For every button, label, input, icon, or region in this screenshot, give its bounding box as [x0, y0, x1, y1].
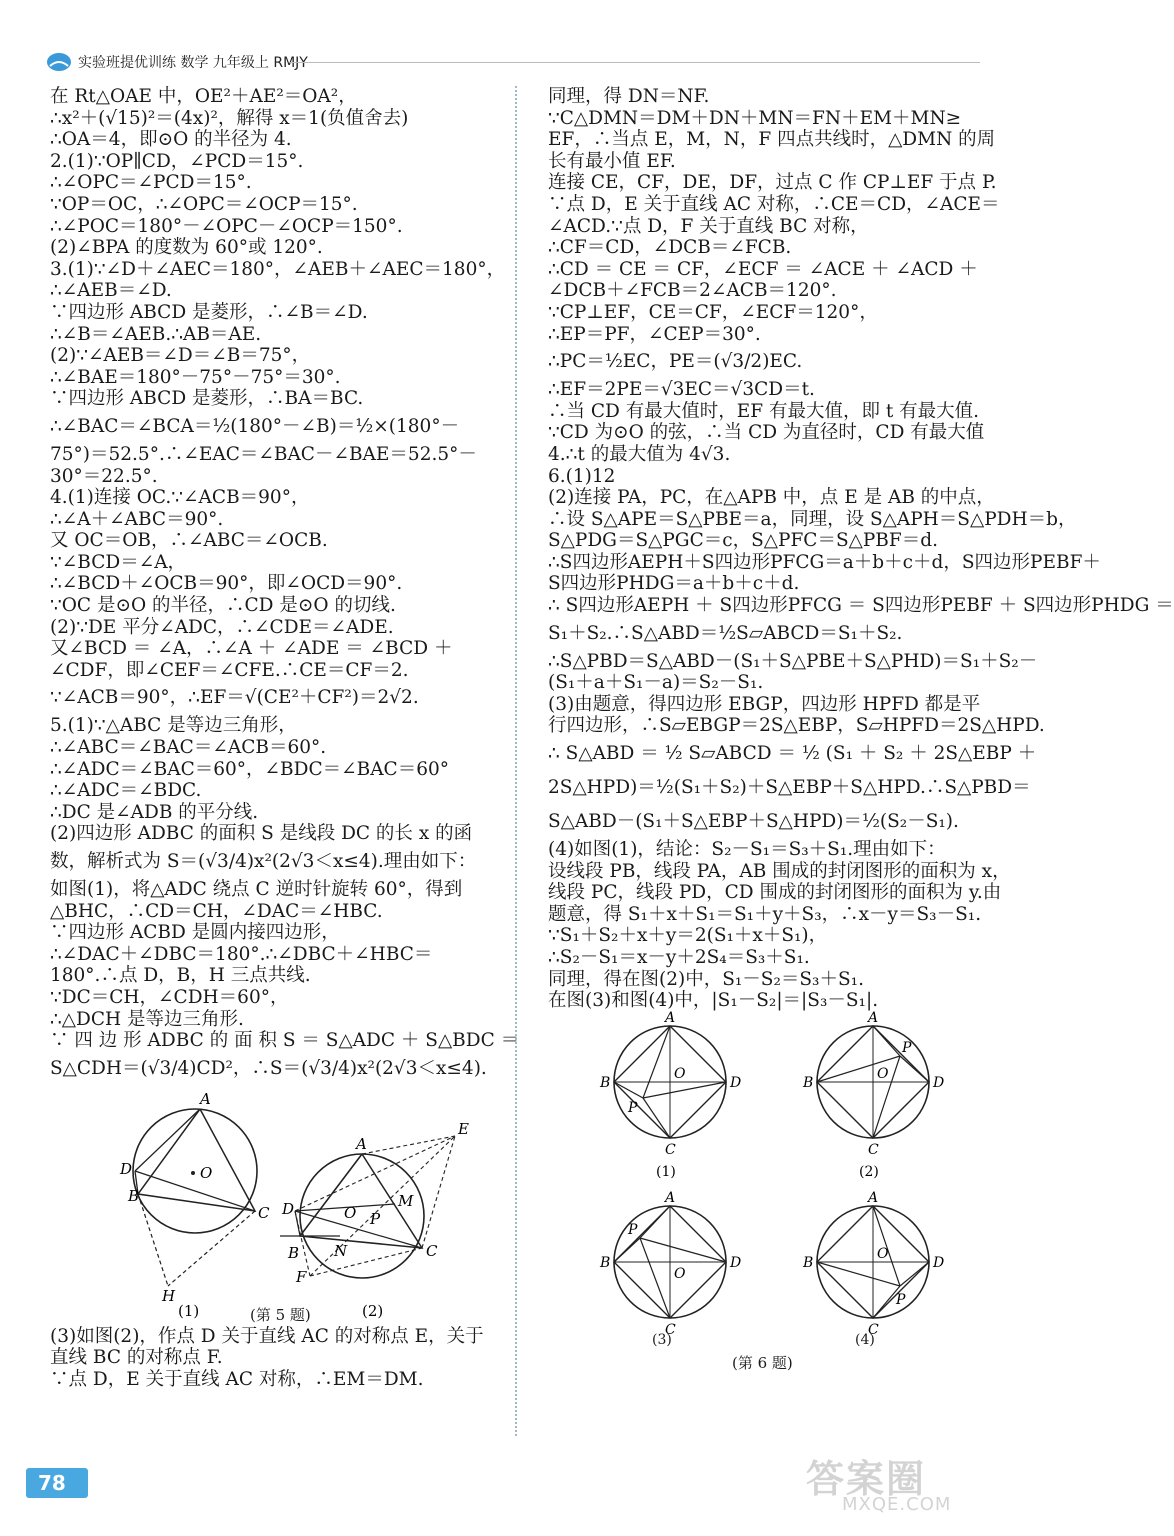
fig6-1-A: A	[665, 1009, 676, 1026]
fig5-1-label-H: H	[162, 1286, 176, 1305]
answer-line: ∴∠OPC＝∠PCD＝15°.	[50, 172, 252, 194]
fig5-2-label-N: N	[334, 1241, 348, 1260]
answer-line: ∵OC 是⊙O 的半径，∴CD 是⊙O 的切线.	[50, 595, 396, 617]
answer-line: ∴∠ADC＝∠BDC.	[50, 780, 202, 802]
answer-line: ∴∠BAE＝180°－75°－75°＝30°.	[50, 366, 341, 388]
fig6-3-P: P	[628, 1221, 638, 1238]
answer-line: ∴S四边形AEPH＋S四边形PFCG＝a＋b＋c＋d，S四边形PEBF＋	[548, 551, 1101, 573]
answer-line: S△PDG＝S△PGC＝c，S△PFC＝S△PBF＝d.	[548, 530, 938, 552]
fig5-sub1: (1)	[178, 1301, 200, 1320]
answer-line: ∴S₂－S₁＝x－y＋2S₄＝S₃＋S₁.	[548, 947, 810, 968]
answer-line: ∴∠AEB＝∠D.	[50, 280, 172, 302]
answer-line: ∵点 D，E 关于直线 AC 对称，∴EM＝DM.	[50, 1368, 424, 1390]
fig5-2-label-M: M	[398, 1191, 414, 1210]
book-logo-icon	[46, 50, 72, 72]
answer-line: 长有最小值 EF.	[548, 150, 676, 172]
fig6-4-C: C	[868, 1321, 879, 1338]
figure-q5	[50, 1086, 500, 1326]
answer-line: (2)∵∠AEB＝∠D＝∠B＝75°，	[50, 345, 311, 367]
answer-line: ∴DC 是∠ADB 的平分线.	[50, 801, 259, 823]
fig6-4-P: P	[896, 1291, 906, 1308]
fig5-2-label-P: P	[370, 1209, 381, 1228]
answer-line: ∵CD 为⊙O 的弦，∴当 CD 为直径时，CD 有最大值	[548, 422, 985, 444]
answer-line: S△ABD－(S₁＋S△EBP＋S△HPD)＝½(S₂－S₁).	[548, 811, 959, 833]
answer-line: ∴EF＝2PE＝√3EC＝√3CD＝t.	[548, 379, 815, 401]
answer-line-q6: 6.(1)12	[548, 465, 616, 487]
answer-line: 在 Rt△OAE 中，OE²＋AE²＝OA²，	[50, 86, 357, 107]
fig5-sub2: (2)	[362, 1301, 384, 1320]
answer-line-q4: 4.(1)连接 OC.∵∠ACB＝90°，	[50, 487, 310, 509]
figure-q6-diagram	[548, 1009, 968, 1352]
answer-line: 75°)＝52.5°.∴∠EAC＝∠BAC－∠BAE＝52.5°－	[50, 443, 477, 465]
answer-line: 设线段 PB，线段 PA，AB 围成的封闭图形的面积为 x，	[548, 860, 1011, 882]
answer-line: ∵S₁＋S₂＋x＋y＝2(S₁＋x＋S₁)，	[548, 925, 828, 947]
fig6-3	[599, 1190, 741, 1338]
fig6-1-O: O	[674, 1065, 686, 1082]
answer-line: △BHC，∴CD＝CH，∠DAC＝∠HBC.	[50, 900, 383, 922]
fig6-2	[802, 1010, 944, 1180]
answer-line: (4)如图(1)，结论：S₂－S₁＝S₃＋S₁.理由如下：	[548, 839, 946, 861]
answer-line: ∵∠BCD＝∠A，	[50, 551, 187, 573]
answer-line: ∴当 CD 有最大值时，EF 有最大值，即 t 有最大值.	[548, 400, 980, 422]
fig6-1-P: P	[628, 1099, 638, 1116]
right-column	[548, 86, 1174, 1372]
answer-line: ∵C△DMN＝DM＋DN＋MN＝FN＋EM＋MN≥	[548, 107, 962, 129]
fig6-2-B: B	[803, 1074, 814, 1091]
answer-line: (3)如图(2)，作点 D 关于直线 AC 的对称点 E，关于	[50, 1325, 484, 1347]
figure-q5-caption: (第 5 题)	[250, 1305, 311, 1324]
answer-line: ∴CF＝CD，∠DCB＝∠FCB.	[548, 237, 792, 259]
answer-line: EF，∴当点 E，M，N，F 四点共线时，△DMN 的周	[548, 129, 996, 151]
answer-line: 180°.∴点 D，B，H 三点共线.	[50, 965, 311, 987]
answer-line-q2: 2.(1)∵OP∥CD，∠PCD＝15°.	[50, 150, 304, 172]
fig6-3-C: C	[665, 1321, 676, 1338]
answer-line: ∴S△PBD＝S△ABD－(S₁＋S△PBE＋S△PHD)＝S₁＋S₂－	[548, 650, 1038, 672]
answer-line: ∵OP＝OC，∴∠OPC＝∠OCP＝15°.	[50, 193, 358, 215]
fig6-4-A: A	[868, 1189, 879, 1206]
answer-line: 同理，得在图(2)中，S₁－S₂＝S₃＋S₁.	[548, 968, 864, 990]
answer-line-q3: 3.(1)∵∠D＋∠AEC＝180°，∠AEB＋∠AEC＝180°，	[50, 258, 506, 280]
answer-line: ∴CD ＝ CE ＝ CF，∠ECF ＝ ∠ACE ＋ ∠ACD ＋	[548, 258, 978, 280]
answer-line: 如图(1)，将△ADC 绕点 C 逆时针旋转 60°，得到	[50, 879, 463, 900]
fig6-3-B: B	[600, 1254, 611, 1271]
answer-line: 又∠BCD ＝ ∠A，∴∠A ＋ ∠ADE ＝ ∠BCD ＋	[50, 638, 453, 660]
answer-line: 数，解析式为 S＝(√3/4)x²(2√3＜x≤4).理由如下：	[50, 851, 477, 872]
answer-line: ∴∠POC＝180°－∠OPC－∠OCP＝150°.	[50, 215, 403, 237]
fig5-2-label-E: E	[458, 1119, 469, 1138]
answer-line: S四边形PHDG＝a＋b＋c＋d.	[548, 573, 800, 595]
fig6-4-O: O	[877, 1245, 889, 1262]
fig6-sub3: (3)	[652, 1331, 672, 1348]
answer-line: (2)四边形 ADBC 的面积 S 是线段 DC 的长 x 的函	[50, 823, 473, 845]
watermark-url: MXQE.COM	[842, 1494, 952, 1515]
answer-line: ∴∠ADC＝∠BAC＝60°，∠BDC＝∠BAC＝60°	[50, 758, 450, 780]
answer-line: S₁＋S₂.∴S△ABD＝½S▱ABCD＝S₁＋S₂.	[548, 622, 903, 644]
answer-line: 直线 BC 的对称点 F.	[50, 1347, 223, 1369]
fig6-1-D: D	[730, 1074, 742, 1091]
answer-line: 同理，得 DN＝NF.	[548, 86, 710, 107]
page-number	[26, 1468, 88, 1498]
answer-line: (2)连接 PA，PC，在△APB 中，点 E 是 AB 的中点，	[548, 487, 995, 509]
fig6-1-B: B	[600, 1074, 611, 1091]
answer-line: ∵四边形 ABCD 是菱形，∴∠B＝∠D.	[50, 301, 368, 323]
answer-line: ∠CDF，即∠CEF＝∠CFE.∴CE＝CF＝2.	[50, 659, 409, 681]
column-divider	[515, 86, 517, 1436]
fig6-3-A: A	[665, 1189, 676, 1206]
answer-line: ∴ S四边形AEPH ＋ S四边形PFCG ＝ S四边形PEBF ＋ S四边形PHDG ＝	[548, 595, 1174, 617]
figure-q6-caption: (第 6 题)	[732, 1353, 793, 1372]
answer-line: 连接 CE，CF，DE，DF，过点 C 作 CP⊥EF 于点 P.	[548, 172, 997, 194]
answer-line: ∵CP⊥EF，CE＝CF，∠ECF＝120°，	[548, 301, 878, 323]
fig6-2-O: O	[877, 1065, 889, 1082]
answer-line: ∠DCB＋∠FCB＝2∠ACB＝120°.	[548, 280, 837, 302]
answer-line: 又 OC＝OB，∴∠ABC＝∠OCB.	[50, 530, 328, 552]
answer-line: (2)∠BPA 的度数为 60°或 120°.	[50, 237, 323, 259]
header-title: 实验班提优训练 数学 九年级上 RMJY	[78, 55, 308, 71]
answer-line: ∴∠ABC＝∠BAC＝∠ACB＝60°.	[50, 737, 327, 759]
watermark	[798, 1442, 998, 1522]
answer-line: 在图(3)和图(4)中，|S₁－S₂|＝|S₃－S₁|.	[548, 990, 879, 1012]
answer-line: S△CDH＝(√3/4)CD²，∴S＝(√3/4)x²(2√3＜x≤4).	[50, 1057, 487, 1079]
fig6-4	[802, 1190, 944, 1338]
answer-line: 2S△HPD)＝½(S₁＋S₂)＋S△EBP＋S△HPD.∴S△PBD＝	[548, 777, 1031, 799]
answer-line: ∵点 D，E 关于直线 AC 对称，∴CE＝CD，∠ACE＝	[548, 193, 1000, 215]
fig5-1-label-D: D	[120, 1159, 133, 1178]
page-header	[40, 48, 980, 74]
answer-line: 题意，得 S₁＋x＋S₁＝S₁＋y＋S₃，∴x－y＝S₃－S₁.	[548, 903, 982, 925]
fig6-3-D: D	[730, 1254, 742, 1271]
answer-line: 4.∴t 的最大值为 4√3.	[548, 443, 731, 465]
answer-line: 线段 PC，线段 PD，CD 围成的封闭图形的面积为 y.由	[548, 882, 1002, 904]
answer-line: 行四边形，∴S▱EBGP＝2S△EBP，S▱HPFD＝2S△HPD.	[548, 715, 1045, 737]
answer-line-q5: 5.(1)∵△ABC 是等边三角形，	[50, 715, 297, 737]
page-number-text: 78	[38, 1471, 66, 1495]
answer-line: (S₁＋a＋S₁－a)＝S₂－S₁.	[548, 672, 764, 694]
fig6-4-B: B	[803, 1254, 814, 1271]
fig5-2-label-C: C	[426, 1241, 438, 1260]
answer-line: ∵ 四 边 形 ADBC 的 面 积 S ＝ S△ADC ＋ S△BDC ＝	[50, 1030, 520, 1052]
fig6-2-C: C	[868, 1141, 879, 1158]
fig5-2-label-D: D	[282, 1199, 295, 1218]
fig6-sub4: (4)	[855, 1331, 875, 1348]
answer-line: ∴ S△ABD ＝ ½ S▱ABCD ＝ ½ (S₁ ＋ S₂ ＋ 2S△EBP ＋	[548, 743, 1037, 765]
answer-line: (3)由题意，得四边形 EBGP，四边形 HPFD 都是平	[548, 693, 981, 715]
answer-line: ∴EP＝PF，∠CEP＝30°.	[548, 323, 761, 345]
answer-line: ∴x²＋(√15)²＝(4x)²，解得 x＝1(负值舍去)	[50, 107, 409, 129]
figure-q5-diagram	[50, 1086, 490, 1326]
answer-line: ∴∠DAC＋∠DBC＝180°.∴∠DBC＋∠HBC＝	[50, 943, 433, 965]
fig5-2-label-O: O	[344, 1203, 357, 1222]
fig6-4-D: D	[933, 1254, 945, 1271]
answer-line: ∴∠BCD＋∠OCB＝90°，即∠OCD＝90°.	[50, 573, 403, 595]
answer-line: ∵四边形 ABCD 是菱形，∴BA＝BC.	[50, 388, 364, 410]
header-rule	[290, 62, 980, 63]
fig5-1-label-O: O	[200, 1163, 213, 1182]
answer-line: ∠ACD.∵点 D，F 关于直线 BC 对称，	[548, 215, 869, 237]
answer-line: 30°＝22.5°.	[50, 465, 158, 487]
fig6-sub1: (1)	[656, 1163, 676, 1180]
fig6-1	[599, 1010, 741, 1180]
fig5-1-label-B: B	[128, 1186, 140, 1205]
answer-line: ∴∠A＋∠ABC＝90°.	[50, 508, 224, 530]
fig5-2-label-A: A	[356, 1134, 367, 1153]
answer-line: ∵DC＝CH，∠CDH＝60°，	[50, 986, 289, 1008]
answer-line: ∴∠BAC＝∠BCA＝½(180°－∠B)＝½×(180°－	[50, 415, 460, 437]
fig6-2-A: A	[868, 1009, 879, 1026]
answer-line: ∵∠ACB＝90°，∴EF＝√(CE²＋CF²)＝2√2.	[50, 687, 419, 709]
left-column	[50, 86, 520, 1391]
answer-line: ∵四边形 ACBD 是圆内接四边形，	[50, 922, 340, 944]
fig5-2-label-F: F	[296, 1267, 307, 1286]
fig5-1-label-A: A	[200, 1089, 211, 1108]
answer-line: ∴∠B＝∠AEB.∴AB＝AE.	[50, 323, 262, 345]
fig6-2-D: D	[933, 1074, 945, 1091]
figure-q6	[548, 1009, 988, 1372]
fig5-1-label-C: C	[258, 1203, 270, 1222]
answer-line: ∴PC＝½EC，PE＝(√3/2)EC.	[548, 351, 803, 373]
watermark-text: 答案圈	[806, 1457, 927, 1501]
fig5-2-label-B: B	[288, 1243, 300, 1262]
answer-line: (2)∵DE 平分∠ADC，∴∠CDE＝∠ADE.	[50, 616, 394, 638]
fig6-3-O: O	[674, 1265, 686, 1282]
fig6-2-P: P	[902, 1039, 912, 1056]
answer-line: ∴△DCH 是等边三角形.	[50, 1008, 244, 1030]
answer-line: ∴OA＝4，即⊙O 的半径为 4.	[50, 129, 292, 151]
fig6-1-C: C	[665, 1141, 676, 1158]
fig6-sub2: (2)	[859, 1163, 879, 1180]
answer-line: ∴设 S△APE＝S△PBE＝a，同理，设 S△APH＝S△PDH＝b，	[548, 508, 1077, 530]
